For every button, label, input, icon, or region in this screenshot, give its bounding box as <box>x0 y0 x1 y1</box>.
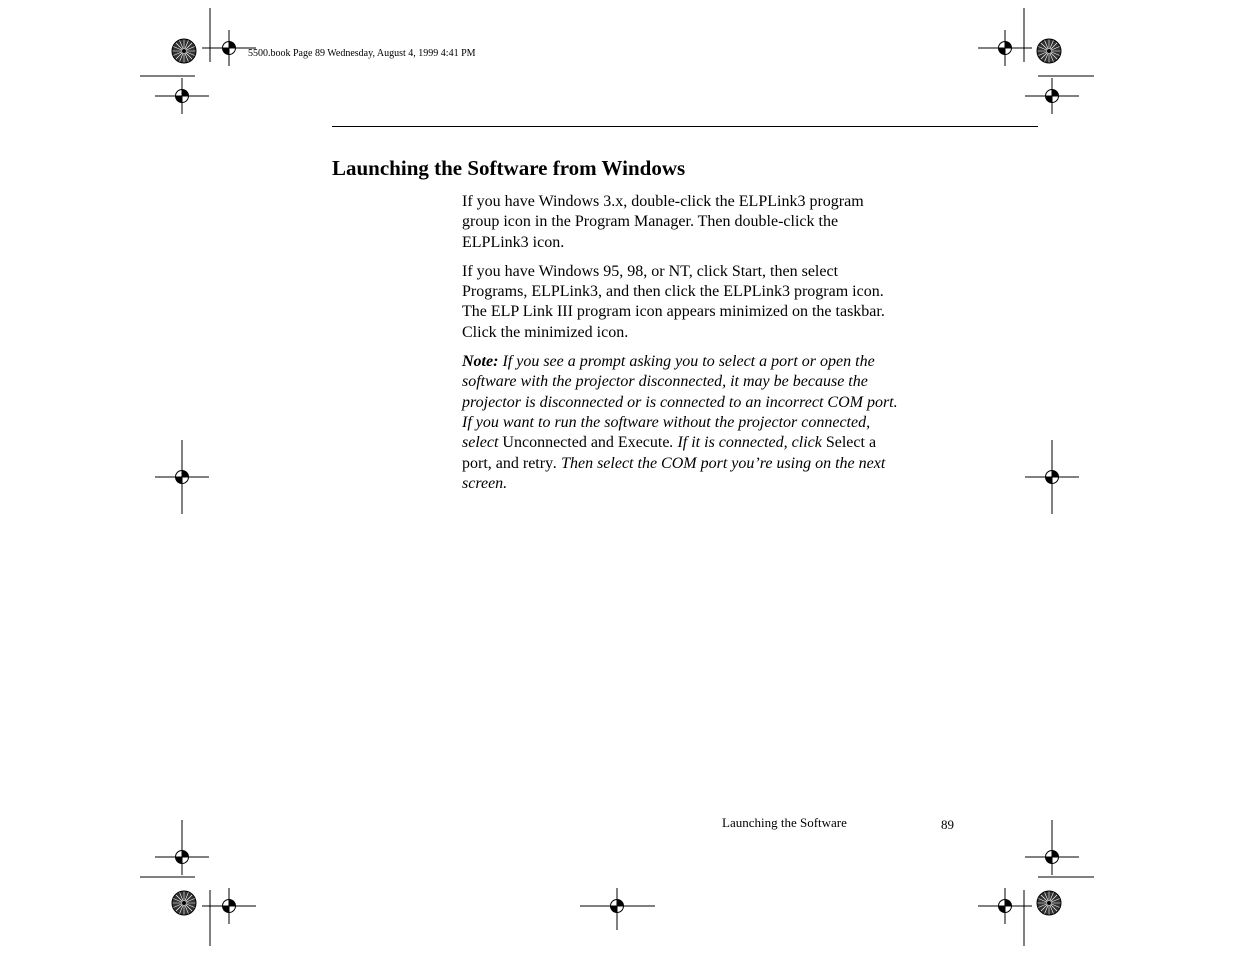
option-name: port, and retry <box>462 454 554 472</box>
text-line: If you want to run the software without the projector connected, <box>462 413 871 431</box>
footer-section-label: Launching the Software <box>722 815 847 830</box>
text-line: If you see a prompt asking you to select a port or open the <box>498 353 875 371</box>
text-fragment: . If it is connected, click <box>669 434 826 452</box>
text-line: If you have Windows 95, 98, or NT, click Start, then select <box>462 262 839 280</box>
text-line: Programs, ELPLink3, and then click the ELPLink3 program icon. <box>462 283 884 301</box>
header-rule <box>332 126 1038 127</box>
color-bar-star-icon <box>1037 891 1061 915</box>
color-bar-star-icon <box>172 39 196 63</box>
option-name: Select a <box>825 434 877 452</box>
crop-marks-top-right <box>1024 8 1094 76</box>
crop-marks-bottom-left <box>140 820 210 946</box>
section-heading: Launching the Software from Windows <box>332 156 686 180</box>
color-bar-star-icon <box>172 891 196 915</box>
registration-mark-icon <box>1025 839 1079 875</box>
page-number: 89 <box>941 817 954 832</box>
paragraph-windows-95 <box>462 262 942 343</box>
text-line: group icon in the Program Manager. Then double-click the <box>462 213 839 231</box>
text-line: If you have Windows 3.x, double-click the ELPLink3 program <box>462 193 864 210</box>
registration-mark-icon <box>155 78 209 114</box>
registration-mark-icon <box>155 839 209 875</box>
note-label: Note: <box>462 353 499 371</box>
paragraph-windows-3x <box>462 192 942 253</box>
note-paragraph <box>462 352 942 494</box>
crop-marks-bottom-center <box>580 890 655 930</box>
registration-mark-icon <box>1025 78 1079 114</box>
body-text <box>462 192 942 503</box>
crop-marks-top-left <box>140 8 210 76</box>
text-line: ELPLink3 icon. <box>462 233 565 251</box>
text-line: screen. <box>462 474 508 492</box>
printer-slug-line: 5500.book Page 89 Wednesday, August 4, 1999 4:41 PM <box>248 48 476 59</box>
text-line: software with the projector disconnected, it may be because the <box>462 373 868 391</box>
text-line: Click the minimized icon. <box>462 323 629 341</box>
text-fragment: . Then select the COM port you’re using on the next <box>553 454 886 472</box>
text-line: projector is disconnected or is connected to an incorrect COM port. <box>462 393 898 411</box>
text-fragment: select <box>462 434 503 452</box>
text-line: The ELP Link III program icon appears minimized on the taskbar. <box>462 303 885 321</box>
color-bar-star-icon <box>1037 39 1061 63</box>
option-name: Unconnected and Execute <box>502 434 670 452</box>
crop-marks-bottom-right <box>1024 820 1094 946</box>
